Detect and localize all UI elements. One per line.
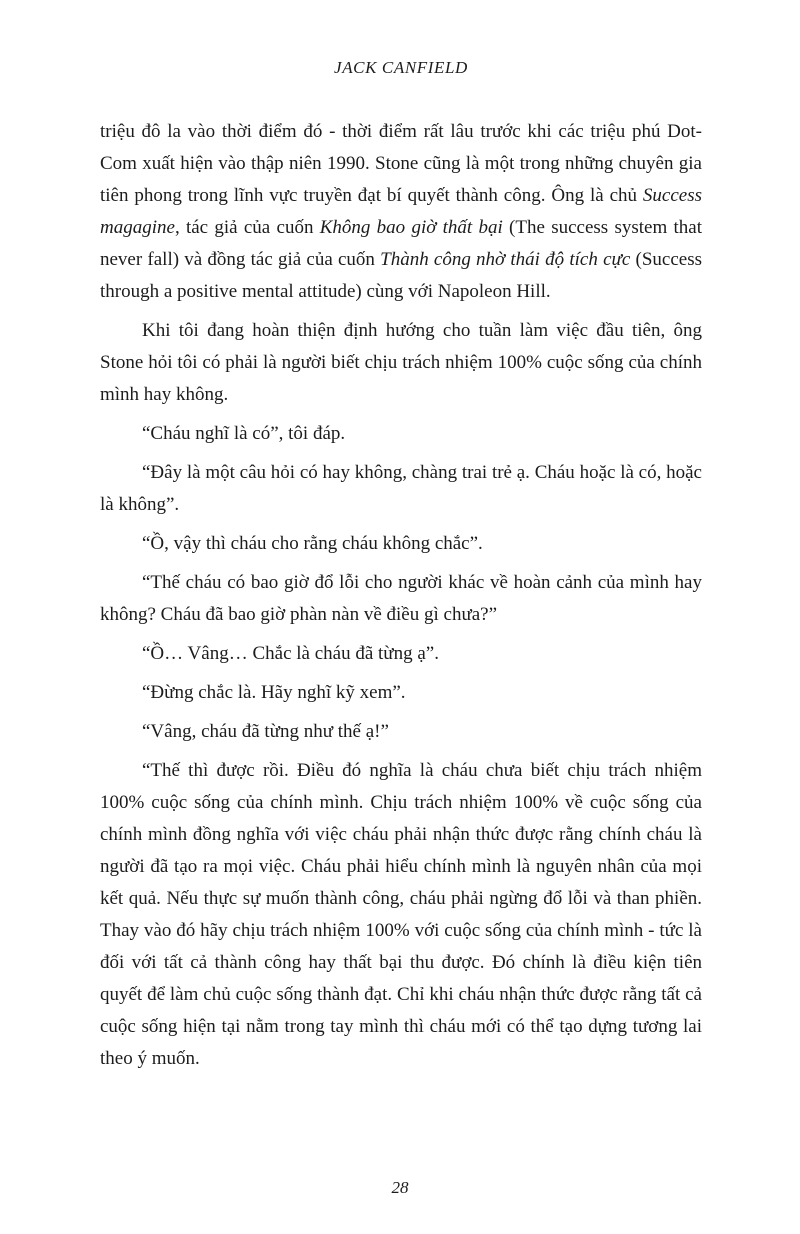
paragraph	[100, 418, 702, 450]
body-text: (Success through a positive mental attitude) cùng với Napoleon Hill.	[100, 249, 703, 302]
body-text: “Ồ… Vâng… Chắc là cháu đã từng ạ”.	[142, 643, 439, 664]
paragraph	[100, 528, 702, 560]
paragraph	[100, 116, 702, 308]
body-text: triệu đô la vào thời điểm đó - thời điểm rất lâu trước khi các triệu phú Dot-Com xuất hiện vào thập niên 1990. Stone cũng là một trong những chuyên gia tiên phong trong lĩnh vực truyền đạt bí quyết thành công. Ông là chủ	[100, 121, 702, 206]
page-number: 28	[391, 1178, 409, 1197]
paragraph	[100, 677, 702, 709]
body-text: , tác giả của cuốn	[174, 217, 320, 238]
body-text: “Thế thì được rồi. Điều đó nghĩa là cháu chưa biết chịu trách nhiệm 100% cuộc sống của chính mình. Chịu trách nhiệm 100% về cuộc sống của chính mình đồng nghĩa với việc cháu phải nhận thức được rằng chính cháu là người đã tạo ra mọi việc. Cháu phải hiểu chính mình là nguyên nhân của mọi kết quả. Nếu thực sự muốn thành công, cháu phải ngừng đổ lỗi và than phiền. Thay vào đó hãy chịu trách nhiệm 100% với cuộc sống của chính mình - tức là đối với tất cả thành công hay thất bại thu được. Đó chính là điều kiện tiên quyết để làm chủ cuộc sống thành đạt. Chỉ khi cháu nhận thức được rằng tất cả cuộc sống hiện tại nằm trong tay mình thì cháu mới có thể tạo dựng tương lai theo ý muốn.	[100, 760, 702, 1069]
paragraph	[100, 567, 702, 631]
italic-text: Thành công nhờ thái độ tích cực	[380, 249, 631, 270]
paragraph	[100, 638, 702, 670]
body-text: “Vâng, cháu đã từng như thế ạ!”	[142, 721, 389, 742]
body-text: (The success system that never fall) và đồng tác giả của cuốn	[100, 217, 703, 270]
italic-text: Success magagine	[100, 185, 702, 238]
running-header: JACK CANFIELD	[334, 58, 468, 77]
body-text: “Cháu nghĩ là có”, tôi đáp.	[142, 423, 346, 444]
body-text: “Đừng chắc là. Hãy nghĩ kỹ xem”.	[142, 682, 406, 703]
body-text: “Thế cháu có bao giờ đổ lỗi cho người khác về hoàn cảnh của mình hay không? Cháu đã bao giờ phàn nàn về điều gì chưa?”	[100, 572, 702, 625]
paragraph	[100, 755, 702, 1075]
paragraph	[100, 716, 702, 748]
paragraph	[100, 315, 702, 411]
paragraph	[100, 457, 702, 521]
italic-text: Không bao giờ thất bại	[319, 217, 503, 238]
body-text: “Đây là một câu hỏi có hay không, chàng trai trẻ ạ. Cháu hoặc là có, hoặc là không”.	[100, 462, 702, 515]
body-text: Khi tôi đang hoàn thiện định hướng cho tuần làm việc đầu tiên, ông Stone hỏi tôi có phải là người biết chịu trách nhiệm 100% cuộc sống của chính mình hay không.	[100, 320, 702, 405]
page-body	[100, 116, 702, 1075]
body-text: “Ồ, vậy thì cháu cho rằng cháu không chắc”.	[142, 533, 483, 554]
